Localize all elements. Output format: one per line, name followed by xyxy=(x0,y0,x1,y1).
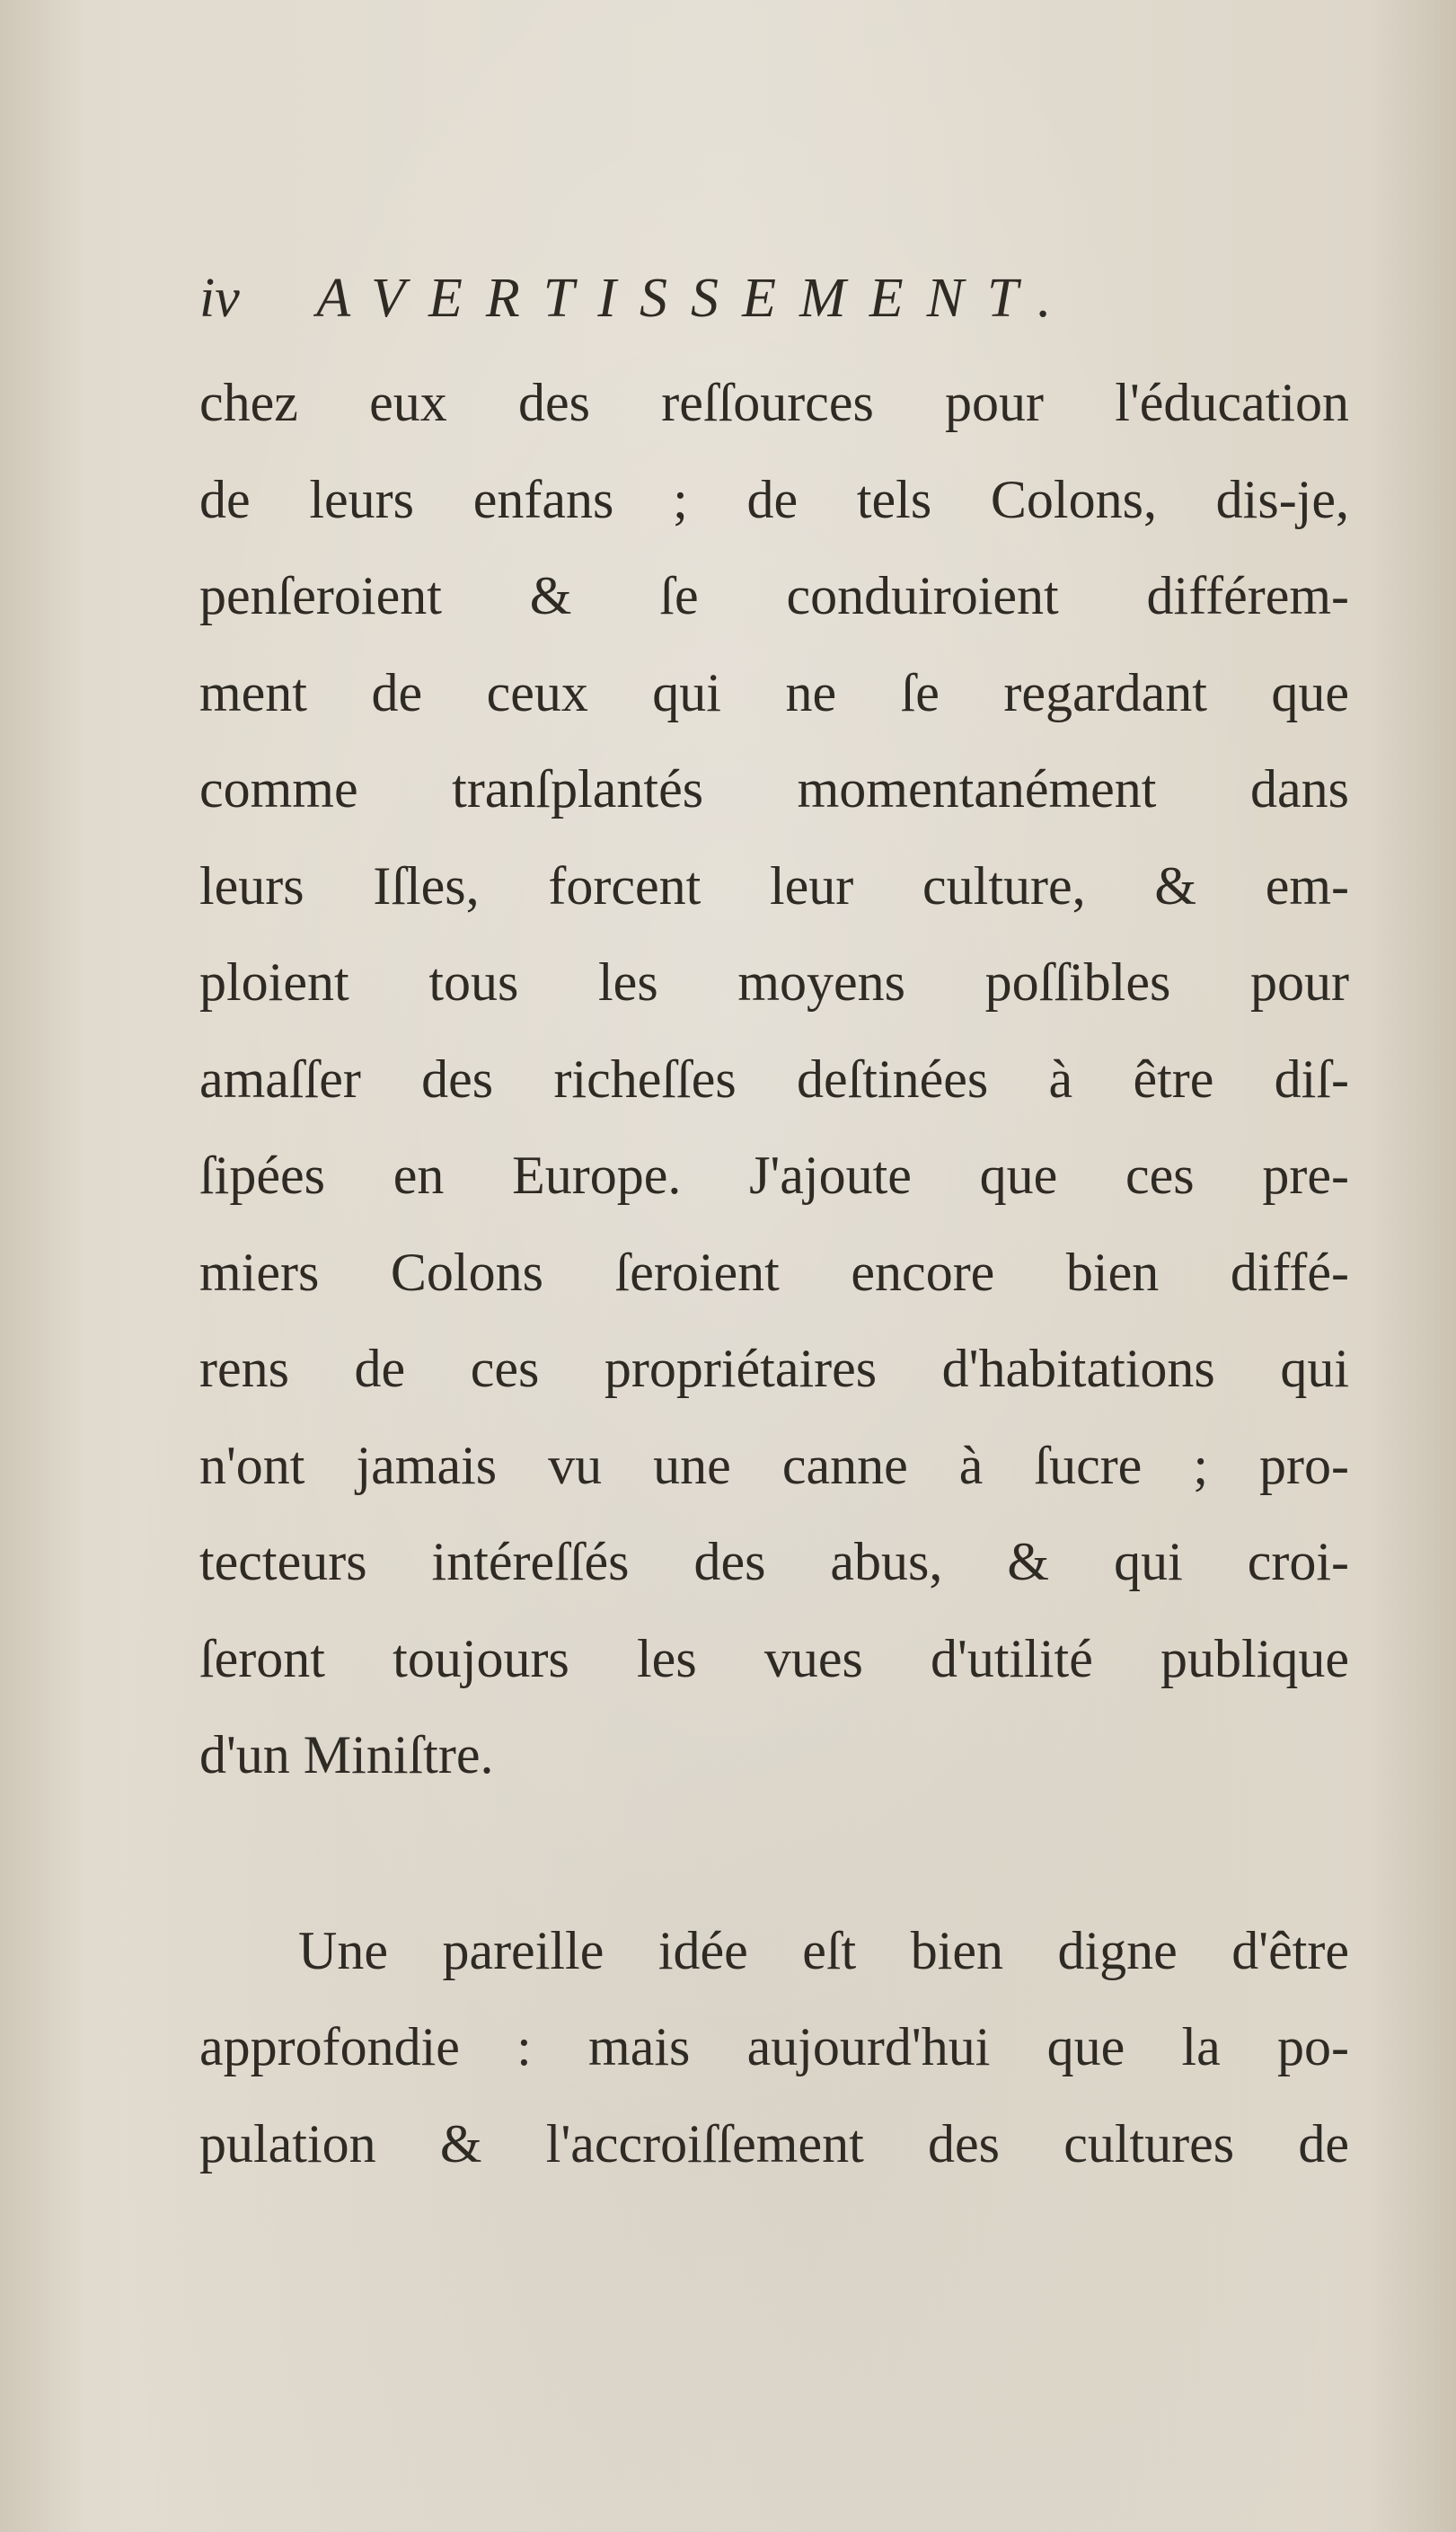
text-line: tecteurs intéreſſés des abus, & qui croi- xyxy=(199,1532,1349,1591)
body-text xyxy=(199,355,1349,2192)
text-line: Une pareille idée eſt bien digne d'être xyxy=(298,1920,1349,1980)
text-line: comme tranſplantés momentanément dans xyxy=(199,759,1349,819)
text-line: n'ont jamais vu une canne à ſucre ; pro- xyxy=(199,1435,1349,1495)
running-head: AVERTISSEMENT. xyxy=(316,268,1075,329)
text-line: de leurs enfans ; de tels Colons, dis-je, xyxy=(199,469,1349,529)
text-line: ploient tous les moyens poſſibles pour xyxy=(199,952,1349,1012)
text-line: amaſſer des richeſſes deſtinées à être diſ- xyxy=(199,1049,1349,1109)
text-line: ment de ceux qui ne ſe regardant que xyxy=(199,662,1349,722)
text-line: chez eux des reſſources pour l'éducation xyxy=(199,373,1349,432)
paragraph-gap xyxy=(199,1804,1349,1903)
text-line: rens de ces propriétaires d'habitations qui xyxy=(199,1339,1349,1398)
text-line: approfondie : mais aujourd'hui que la po- xyxy=(199,2017,1349,2076)
page-number: iv xyxy=(199,268,240,329)
text-line: miers Colons ſeroient encore bien diffé- xyxy=(199,1242,1349,1302)
text-line: penſeroient & ſe conduiroient différem- xyxy=(199,566,1349,625)
text-line: ſipées en Europe. J'ajoute que ces pre- xyxy=(199,1146,1349,1205)
text-line: pulation & l'accroiſſement des cultures de xyxy=(199,2113,1349,2173)
text-line: leurs Iſles, forcent leur culture, & em- xyxy=(199,855,1349,916)
text-line: ſeront toujours les vues d'utilité publique xyxy=(199,1628,1349,1688)
text-line: d'un Miniſtre. xyxy=(199,1725,494,1784)
page-header xyxy=(199,262,1331,334)
